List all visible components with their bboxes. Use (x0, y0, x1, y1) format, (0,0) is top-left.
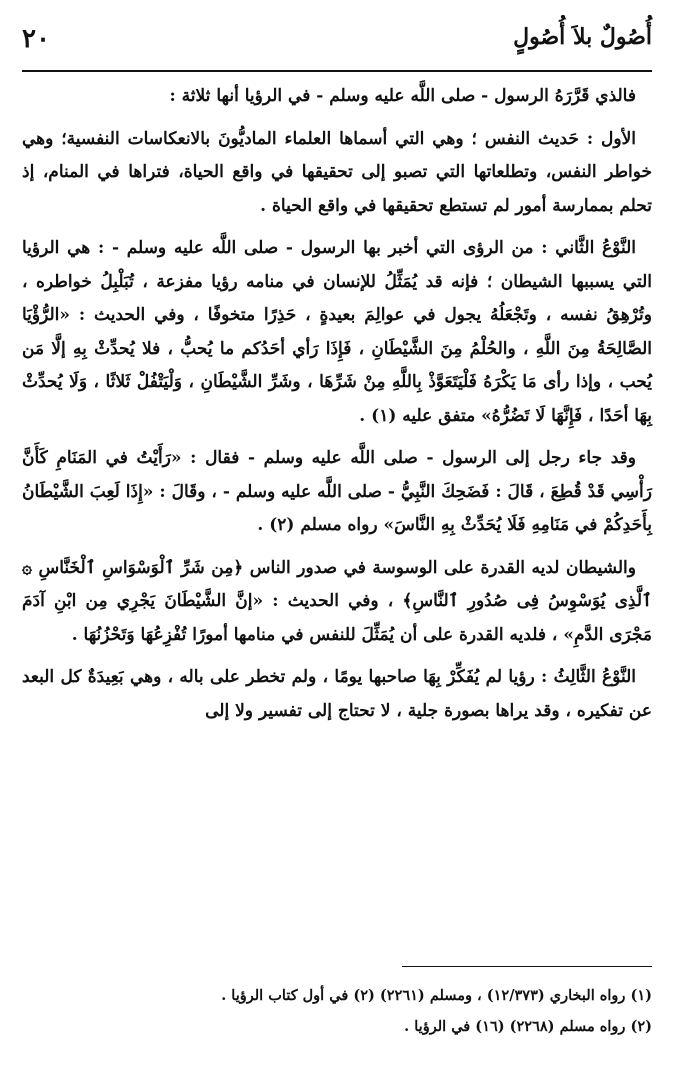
paragraph: والشيطان لديه القدرة على الوسوسة في صدور الناس ﴿مِن شَرِّ ٱلْوَسْوَاسِ ٱلْخَنَّاسِ ۞ ٱلَّذِى يُوَسْوِسُ فِى صُدُورِ ٱلنَّاسِ﴾ ، وفي الحديث : «إنَّ الشَّيْطَانَ يَجْرِي مِن ابْنِ آدَمَ مَجْرَى الدَّمِ» ، فلديه القدرة على أن يُمَثِّلَ للنفس في منامها أمورًا تُفْزِعُهَا وَتَحْزُنُهَا . (22, 557, 652, 645)
paragraph: وقد جاء رجل إلى الرسول - صلى اللَّه عليه وسلم - فقال : «رَأَيْتُ في المَنَامِ كَأَنَّ رَأْسِي قَدْ قُطِعَ ، قَالَ : فَضَحِكَ النَّبِيُّ - صلى اللَّه عليه وسلم - ، وقَالَ : «إِذَا لَعِبَ الشَّيْطَانُ بِأَحَدِكُمْ في مَنَامِهِ فَلَا يُحَدِّثْ بِهِ النَّاسَ» رواه مسلم (٢) . (22, 448, 652, 535)
paragraph: النَّوْعُ الثَّاني : من الرؤى التي أخبر بها الرسول - صلى اللَّه عليه وسلم - : هي الرؤيا التي يسببها الشيطان ؛ فإنه قد يُمَثِّلُ للإنسان في منامه رؤيا مفزعة ، تُبَلْبِلُ خواطره ، وتُرْهِقُ نفسه ، وتَجْعَلُهُ يجول في عوالِمَ بعيدةٍ ، حَذِرًا متخوفًا ، وفي الحديث : «الرُّؤْيَا الصَّالِحَةُ مِنَ اللَّهِ ، والحُلْمُ مِنَ الشَّيْطَانِ ، فَإِذَا رَأي أحَدُكم ما يُحبُّ ، فلا يُحدِّثْ بِهِ إلَّا مَن يُحب ، وإذا رأى مَا يَكْرَهُ فَلْيَتَعَوَّذْ بِاللَّهِ مِنْ شَرِّهَا ، وشَرِّ الشَّيْطَانِ ، وَلْيَتْفُلْ ثَلاثًا ، وَلَا يُحدِّثْ بِهَا أحَدًا ، فَإِنَّهَا لَا تَضُرُّهُ» متفق عليه (١) . (22, 238, 652, 426)
page-number: ٢٠ (22, 24, 50, 54)
footnote-rule (402, 966, 652, 967)
paragraph: النَّوْعُ الثَّالِثُ : رؤيا لم يُفَكِّرْ بِهَا صاحبها يومًا ، ولم تخطر على باله ، وهي بَعِيدَةٌ كل البعد عن تفكيره ، وقد يراها بصورة جلية ، لا تحتاج إلى تفسير ولا إلى (22, 667, 652, 721)
running-title: أُصُولٌ بلاَ أُصُولٍ (513, 24, 652, 50)
footnote: (١) رواه البخاري (١٢/٣٧٣) ، ومسلم (٢٢٦١) (٢) في أول كتاب الرؤيا . (221, 987, 652, 1004)
page-header (22, 22, 652, 62)
footnote: (٢) رواه مسلم (٢٢٦٨) (١٦) في الرؤيا . (404, 1018, 652, 1035)
footnotes (22, 980, 652, 1042)
paragraph: فالذي قَرَّرَهُ الرسول - صلى اللَّه عليه وسلم - في الرؤيا أنها ثلاثة : (169, 86, 636, 106)
paragraph: الأول : حَديث النفس ؛ وهي التي أسماها العلماء الماديُّونَ بالانعكاسات النفسية؛ وهي خواطر النفس، وتطلعاتها التي تصبو إلى تحقيقها في واقع الحياة، فتراها في المنام، إذ تحلم بممارسة أمور لم تستطع تحقيقها في واقع الحياة . (22, 128, 652, 216)
header-rule (22, 70, 652, 72)
body-text (22, 80, 652, 737)
